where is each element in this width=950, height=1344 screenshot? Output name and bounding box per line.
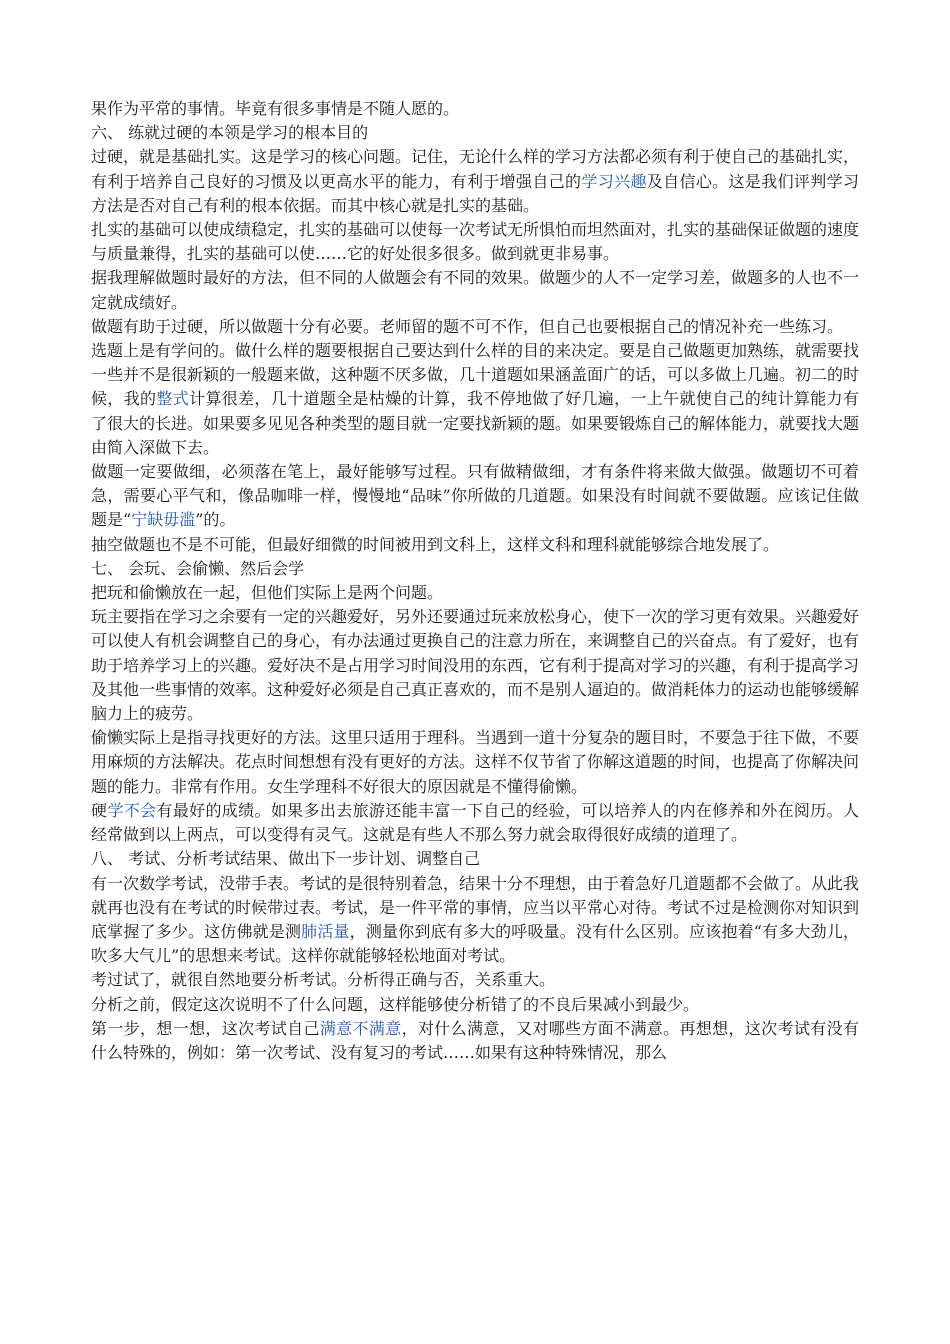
inline-link[interactable]: 宁缺毋滥 bbox=[131, 510, 196, 530]
body-paragraph bbox=[91, 872, 859, 969]
text-run: 选题上是有学问的。做什么样的题要根据自己要达到什么样的目的来决定。要是自己做题更加熟练，就需要找一些并不是很新颖的一般题来做，这种题不厌多做，几十道题如果涵盖面广的话，可以多做上几遍。初二的时候，我的 bbox=[91, 341, 860, 409]
inline-link[interactable]: 整式 bbox=[156, 389, 190, 409]
section-heading bbox=[91, 847, 859, 871]
text-run: 做题一定要做细，必须落在笔上，最好能够写过程。只有做精做细，才有条件将来做大做强。做题切不可着急，需要心平气和，像品咖啡一样，慢慢地“品味”你所做的几道题。如果没有时间就不要做题。应该记住做题是“ bbox=[91, 462, 859, 530]
section-heading bbox=[91, 557, 859, 581]
document-page bbox=[91, 97, 859, 1065]
text-run: 玩主要指在学习之余要有一定的兴趣爱好，另外还要通过玩来放松身心，使下一次的学习更有效果。兴趣爱好可以使人有机会调整自己的身心，有办法通过更换自己的注意力所在，来调整自己的兴奋点。有了爱好，也有助于培养学习上的兴趣。爱好决不是占用学习时间没用的东西，它有利于提高对学习的兴趣，有利于提高学习及其他一些事情的效率。这种爱好必须是自己真正喜欢的，而不是别人逼迫的。做消耗体力的运动也能够缓解脑力上的疲劳。 bbox=[91, 607, 860, 724]
text-run: 有一次数学考试，没带手表。考试的是很特别着急，结果十分不理想，由于着急好几道题都不会做了。从此我就再也没有在考试的时候带过表。考试，是一件平常的事情，应当以平常心对待。考试不过是检测你对知识到底掌握了多少。这仿佛就是测 bbox=[91, 873, 860, 941]
body-paragraph bbox=[91, 799, 859, 847]
body-paragraph bbox=[91, 533, 859, 557]
text-run: 抽空做题也不是不可能，但最好细微的时间被用到文科上，这样文科和理科就能够综合地发展了。 bbox=[91, 534, 780, 554]
text-run: 七、 会玩、会偷懒、然后会学 bbox=[91, 558, 305, 578]
text-run: 分析之前，假定这次说明不了什么问题，这样能够使分析错了的不良后果减小到最少。 bbox=[91, 994, 700, 1014]
text-run: 计算很差，几十道题全是枯燥的计算，我不停地做了好几遍，一上午就使自己的纯计算能力有了很大的长进。如果要多见见各种类型的题目就一定要找新颖的题。如果要锻炼自己的解体能力，就要找大题由简入深做下去。 bbox=[91, 389, 860, 457]
text-run: 据我理解做题时最好的方法，但不同的人做题会有不同的效果。做题少的人不一定学习差，做题多的人也不一定就成绩好。 bbox=[91, 268, 860, 312]
inline-link[interactable]: 肺活量 bbox=[301, 921, 350, 941]
text-run: 六、 练就过硬的本领是学习的根本目的 bbox=[91, 123, 369, 143]
text-run: 有最好的成绩。如果多出去旅游还能丰富一下自己的经验，可以培养人的内在修养和外在阅历。人经常做到以上两点，可以变得有灵气。这就是有些人不那么努力就会取得很好成绩的道理了。 bbox=[91, 800, 859, 845]
text-run: 硬 bbox=[91, 800, 108, 820]
text-run: 及自信心。这是我们评判学习方法是否对自己有利的根本依据。而其中核心就是扎实的基础。 bbox=[91, 171, 859, 215]
body-paragraph bbox=[91, 460, 859, 533]
body-paragraph bbox=[91, 145, 859, 218]
body-paragraph bbox=[91, 726, 859, 799]
text-run: 扎实的基础可以使成绩稳定，扎实的基础可以使每一次考试无所惧怕而坦然面对，扎实的基础保证做题的速度与质量兼得，扎实的基础可以使……它的好处很多很多。做到就更非易事。 bbox=[91, 220, 860, 264]
body-paragraph bbox=[91, 339, 859, 460]
body-paragraph bbox=[91, 315, 859, 339]
text-run: 考过试了，就很自然地要分析考试。分析得正确与否，关系重大。 bbox=[91, 970, 556, 990]
body-paragraph bbox=[91, 968, 859, 992]
text-run: ”的。 bbox=[195, 510, 236, 530]
inline-link[interactable]: 满意不满意 bbox=[319, 1018, 402, 1038]
body-paragraph bbox=[91, 97, 859, 121]
body-paragraph bbox=[91, 1017, 859, 1065]
body-paragraph bbox=[91, 581, 859, 605]
text-run: 做题有助于过硬，所以做题十分有必要。老师留的题不可不作，但自己也要根据自己的情况补充一些练习。 bbox=[91, 316, 844, 336]
text-run: 八、 考试、分析考试结果、做出下一步计划、调整自己 bbox=[91, 849, 481, 869]
text-run: 过硬，就是基础扎实。这是学习的核心问题。记住，无论什么样的学习方法都必须有利于使自己的基础扎实，有利于培养自己良好的习惯及以更高水平的能力，有利于增强自己的 bbox=[91, 147, 860, 191]
text-run: ，对什么满意，又对哪些方面不满意。再想想，这次考试有没有什么特殊的，例如：第一次考试、没有复习的考试……如果有这种特殊情况，那么 bbox=[91, 1018, 859, 1062]
body-paragraph bbox=[91, 266, 859, 314]
text-run: 第一步，想一想，这次考试自己 bbox=[91, 1018, 320, 1038]
body-paragraph bbox=[91, 605, 859, 726]
body-paragraph bbox=[91, 993, 859, 1017]
body-paragraph bbox=[91, 218, 859, 266]
text-run: 果作为平常的事情。毕竟有很多事情是不随人愿的。 bbox=[91, 99, 460, 118]
text-run: 把玩和偷懒放在一起，但他们实际上是两个问题。 bbox=[91, 583, 444, 603]
section-heading bbox=[91, 121, 859, 145]
text-run: ，测量你到底有多大的呼吸量。没有什么区别。应该抱着“有多大劲儿，吹多大气儿”的思想来考试。这样你就能够轻松地面对考试。 bbox=[91, 921, 859, 966]
text-run: 偷懒实际上是指寻找更好的方法。这里只适用于理科。当遇到一道十分复杂的题目时，不要急于往下做，不要用麻烦的方法解决。花点时间想想有没有更好的方法。这样不仅节省了你解这道题的时间，也提高了你解决问题的能力。非常有作用。女生学理科不好很大的原因就是不懂得偷懒。 bbox=[91, 728, 860, 796]
inline-link[interactable]: 学习兴趣 bbox=[581, 171, 647, 191]
inline-link[interactable]: 学不会 bbox=[107, 800, 157, 820]
